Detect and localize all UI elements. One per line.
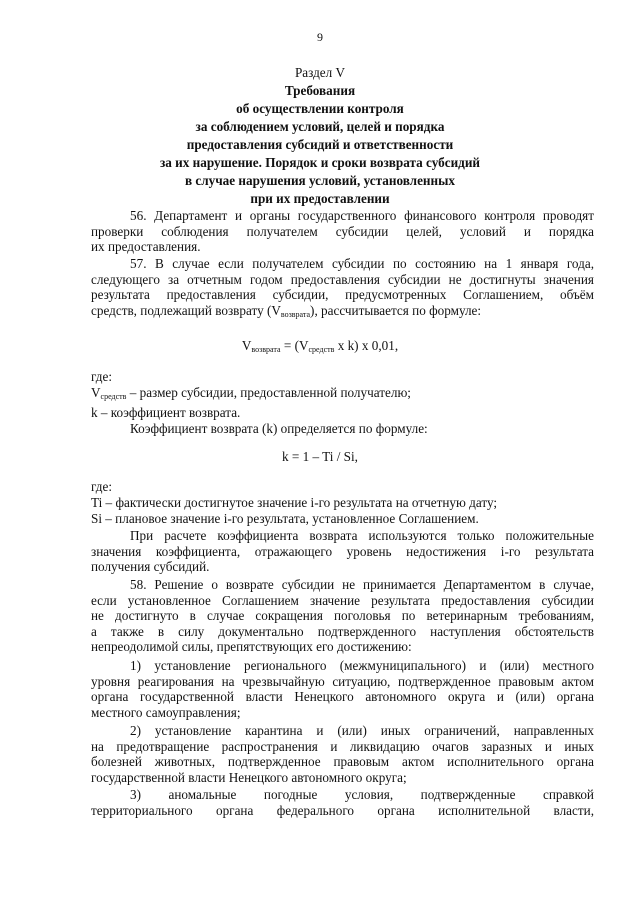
text-line: При расчете коэффициента возврата используются только положительные [130,528,594,543]
text-line: их предоставления. [91,239,201,255]
formula-symbol: V [91,385,101,400]
heading-line: в случае нарушения условий, установленных [184,173,456,188]
where-label: где: [91,479,112,494]
definitions-2 [91,479,497,527]
k-intro: Коэффициент возврата (k) определяется по формуле: [130,421,428,436]
text-line: 57. В случае если получателем субсидии по состоянию на 1 января года, [130,256,594,271]
heading-line: за соблюдением условий, целей и порядка [195,119,445,134]
text-line: значения коэффициента, отражающего уровень недостижения i-го результата [91,543,594,559]
formula-coefficient: k = 1 – Ti / Si, [282,449,358,464]
text-line: результата предоставления субсидии, предусмотренных Соглашением, объём [91,287,594,303]
text-line: 56. Департамент и органы государственного финансового контроля проводят [130,208,594,223]
subscript: средств [100,392,127,401]
list-item-2 [91,723,594,785]
text-line: а также в силу документально подтвержденного наступления обстоятельств [91,623,594,639]
section-title: Раздел V [294,65,346,80]
heading-line: Требования [284,83,356,98]
heading-line: предоставления субсидий и ответственности [186,137,454,152]
text-line: 3) аномальные погодные условия, подтвержденные справкой [130,787,594,802]
definitions-1 [91,369,428,437]
definition-text: – размер субсидии, предоставленной получателю; [126,385,411,400]
section-heading [0,64,640,208]
text-line: органа государственной власти Ненецкого автономного округа и (или) органа [91,689,594,705]
text-line: местного самоуправления; [91,704,241,720]
heading-line: об осуществлении контроля [236,101,404,116]
heading-line: за их нарушение. Порядок и сроки возврата субсидий [159,155,481,170]
text-segment: средств, подлежащий возврату (V [91,302,281,318]
text-line: болезней животных, подтвержденное правовым актом исполнительного органа [91,754,594,770]
paragraph-56 [91,208,594,255]
text-line: получения субсидий. [91,559,210,575]
text-line: проверки соблюдения получателем субсидии целей, условий и порядка [91,223,594,239]
paragraph-calculation [91,528,594,575]
text-line: 58. Решение о возврате субсидии не принимается Департаментом в случае, [130,577,594,592]
list-item-3 [91,787,594,818]
formula-part: = (V [280,338,309,353]
text-line: государственной власти Ненецкого автономного округа; [91,769,407,785]
formula-part: x k) x 0,01, [334,338,399,353]
list-item-1 [91,658,594,720]
subscript: средств [308,345,335,354]
text-line: территориального органа федерального органа исполнительной власти, [91,802,594,818]
formula-return-volume [0,338,640,354]
text-line: следующего за отчетным годом предоставления субсидии не достигнуты значения [91,271,594,287]
text-line: на предотвращение распространения и ликвидацию очагов заразных и иных [91,738,594,754]
formula-symbol: V [241,338,252,353]
text-line [91,303,594,323]
definition-si: Si – плановое значение i-го результата, установленное Соглашением. [91,511,479,526]
page-number: 9 [317,30,323,44]
where-label: где: [91,369,112,384]
definition-k: k – коэффициент возврата. [91,405,241,420]
text-line: если установленное Соглашением значение результата предоставления субсидии [91,592,594,608]
text-line: уровня реагирования на чрезвычайную ситуацию, подтвержденное правовым актом [91,673,594,689]
definition-ti: Ti – фактически достигнутое значение i-го результата на отчетную дату; [91,495,498,510]
paragraph-58 [91,577,594,655]
text-line: непреодолимой силы, препятствующих его достижению: [91,639,412,655]
text-line: не достигнуто в случае сокращения поголовья по ветеринарным требованиям, [91,608,594,624]
paragraph-57 [91,256,594,322]
text-segment: ), рассчитывается по формуле: [310,302,482,318]
text-line: 1) установление регионального (межмуниципального) и (или) местного [130,658,594,673]
text-line: 2) установление карантина и (или) иных ограничений, направленных [130,723,594,738]
definition-v [91,385,428,405]
subscript: возврата [251,345,281,354]
subscript: возврата [280,309,311,319]
heading-line: при их предоставлении [250,191,390,206]
